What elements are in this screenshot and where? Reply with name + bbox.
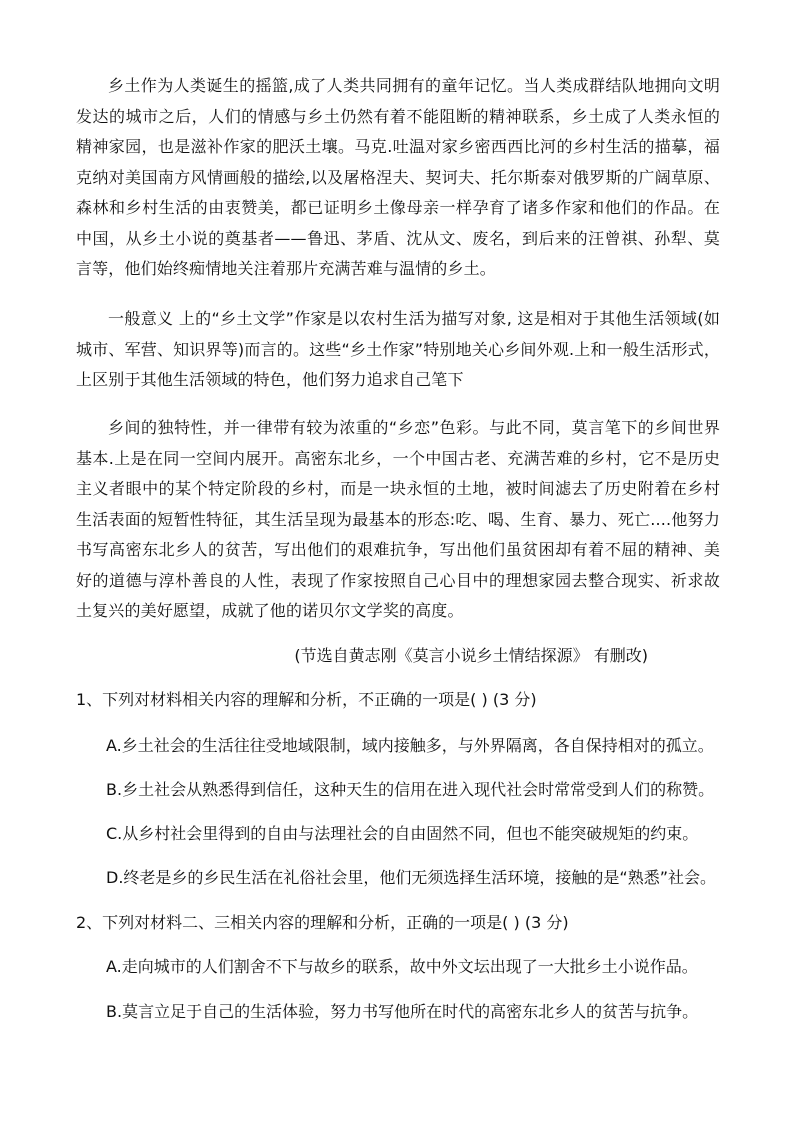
question-1-option-b: B.乡土社会从熟悉得到信任，这种天生的信用在进入现代社会时常常受到人们的称赞。 bbox=[106, 780, 715, 799]
question-2-stem: 2、下列对材料二、三相关内容的理解和分析，正确的一项是( ) (3 分) bbox=[76, 913, 569, 932]
passage-paragraph-2: 一般意义 上的“乡土文学”作家是以农村生活为描写对象, 这是相对于其他生活领域(如城市、军营、知识界等)而言的。这些“乡土作家”特别地关心乡间外观.上和一般生活形式，上区别于其他生活领域的特色，他们努力追求自己笔下 bbox=[76, 309, 720, 389]
question-1-option-a: A.乡土社会的生活往往受地域限制，域内接触多，与外界隔离，各自保持相对的孤立。 bbox=[106, 736, 714, 755]
question-2-option-b: B.莫言立足于自己的生活体验，努力书写他所在时代的高密东北乡人的贫苦与抗争。 bbox=[106, 1002, 699, 1021]
passage-paragraph-1: 乡土作为人类诞生的摇篮,成了人类共同拥有的童年记忆。当人类成群结队地拥向文明发达的城市之后，人们的情感与乡土仍然有着不能阻断的精神联系，乡土成了人类永恒的精神家园，也是滋补作家的肥沃土壤。马克.吐温对家乡密西西比河的乡村生活的描摹，福克纳对美国南方风情画般的描绘,以及屠格涅夫、契诃夫、托尔斯泰对俄罗斯的广阔草原、森林和乡村生活的由衷赞美，都已证明乡土像母亲一样孕育了诸多作家和他们的作品。在中国，从乡土小说的奠基者——鲁迅、茅盾、沈从文、废名，到后来的汪曾祺、孙犁、莫言等，他们始终痴情地关注着那片充满苦难与温情的乡土。 bbox=[76, 76, 720, 278]
question-1-stem: 1、下列对材料相关内容的理解和分析，不正确的一项是( ) (3 分) bbox=[76, 690, 537, 709]
question-2-option-a: A.走向城市的人们割舍不下与故乡的联系，故中外文坛出现了一大批乡土小说作品。 bbox=[106, 957, 698, 976]
passage-paragraph-3: 乡间的独特性，并一律带有较为浓重的“乡恋”色彩。与此不同，莫言笔下的乡间世界基本.上是在同一空间内展开。高密东北乡，一个中国古老、充满苦难的乡村，它不是历史主义者眼中的某个特定阶段的乡村，而是一块永恒的土地，被时间滤去了历史附着在乡村生活表面的短暂性特征，其生活呈现为最基本的形态:吃、喝、生育、暴力、死亡....他努力书写高密东北乡人的贫苦，写出他们的艰难抗争，写出他们虽贫困却有着不屈的精神、美好的道德与淳朴善良的人性，表现了作家按照自己心目中的理想家园去整合现实、祈求故土复兴的美好愿望，成就了他的诺贝尔文学奖的高度。 bbox=[76, 418, 720, 620]
question-1-option-c: C.从乡村社会里得到的自由与法理社会的自由固然不同，但也不能突破规矩的约束。 bbox=[106, 824, 699, 843]
question-1-option-d: D.终老是乡的乡民生活在礼俗社会里，他们无须选择生活环境，接触的是“熟悉”社会。 bbox=[106, 868, 716, 887]
passage-source: (节选自黄志刚《莫言小说乡土情结探源》 有删改) bbox=[294, 646, 648, 665]
